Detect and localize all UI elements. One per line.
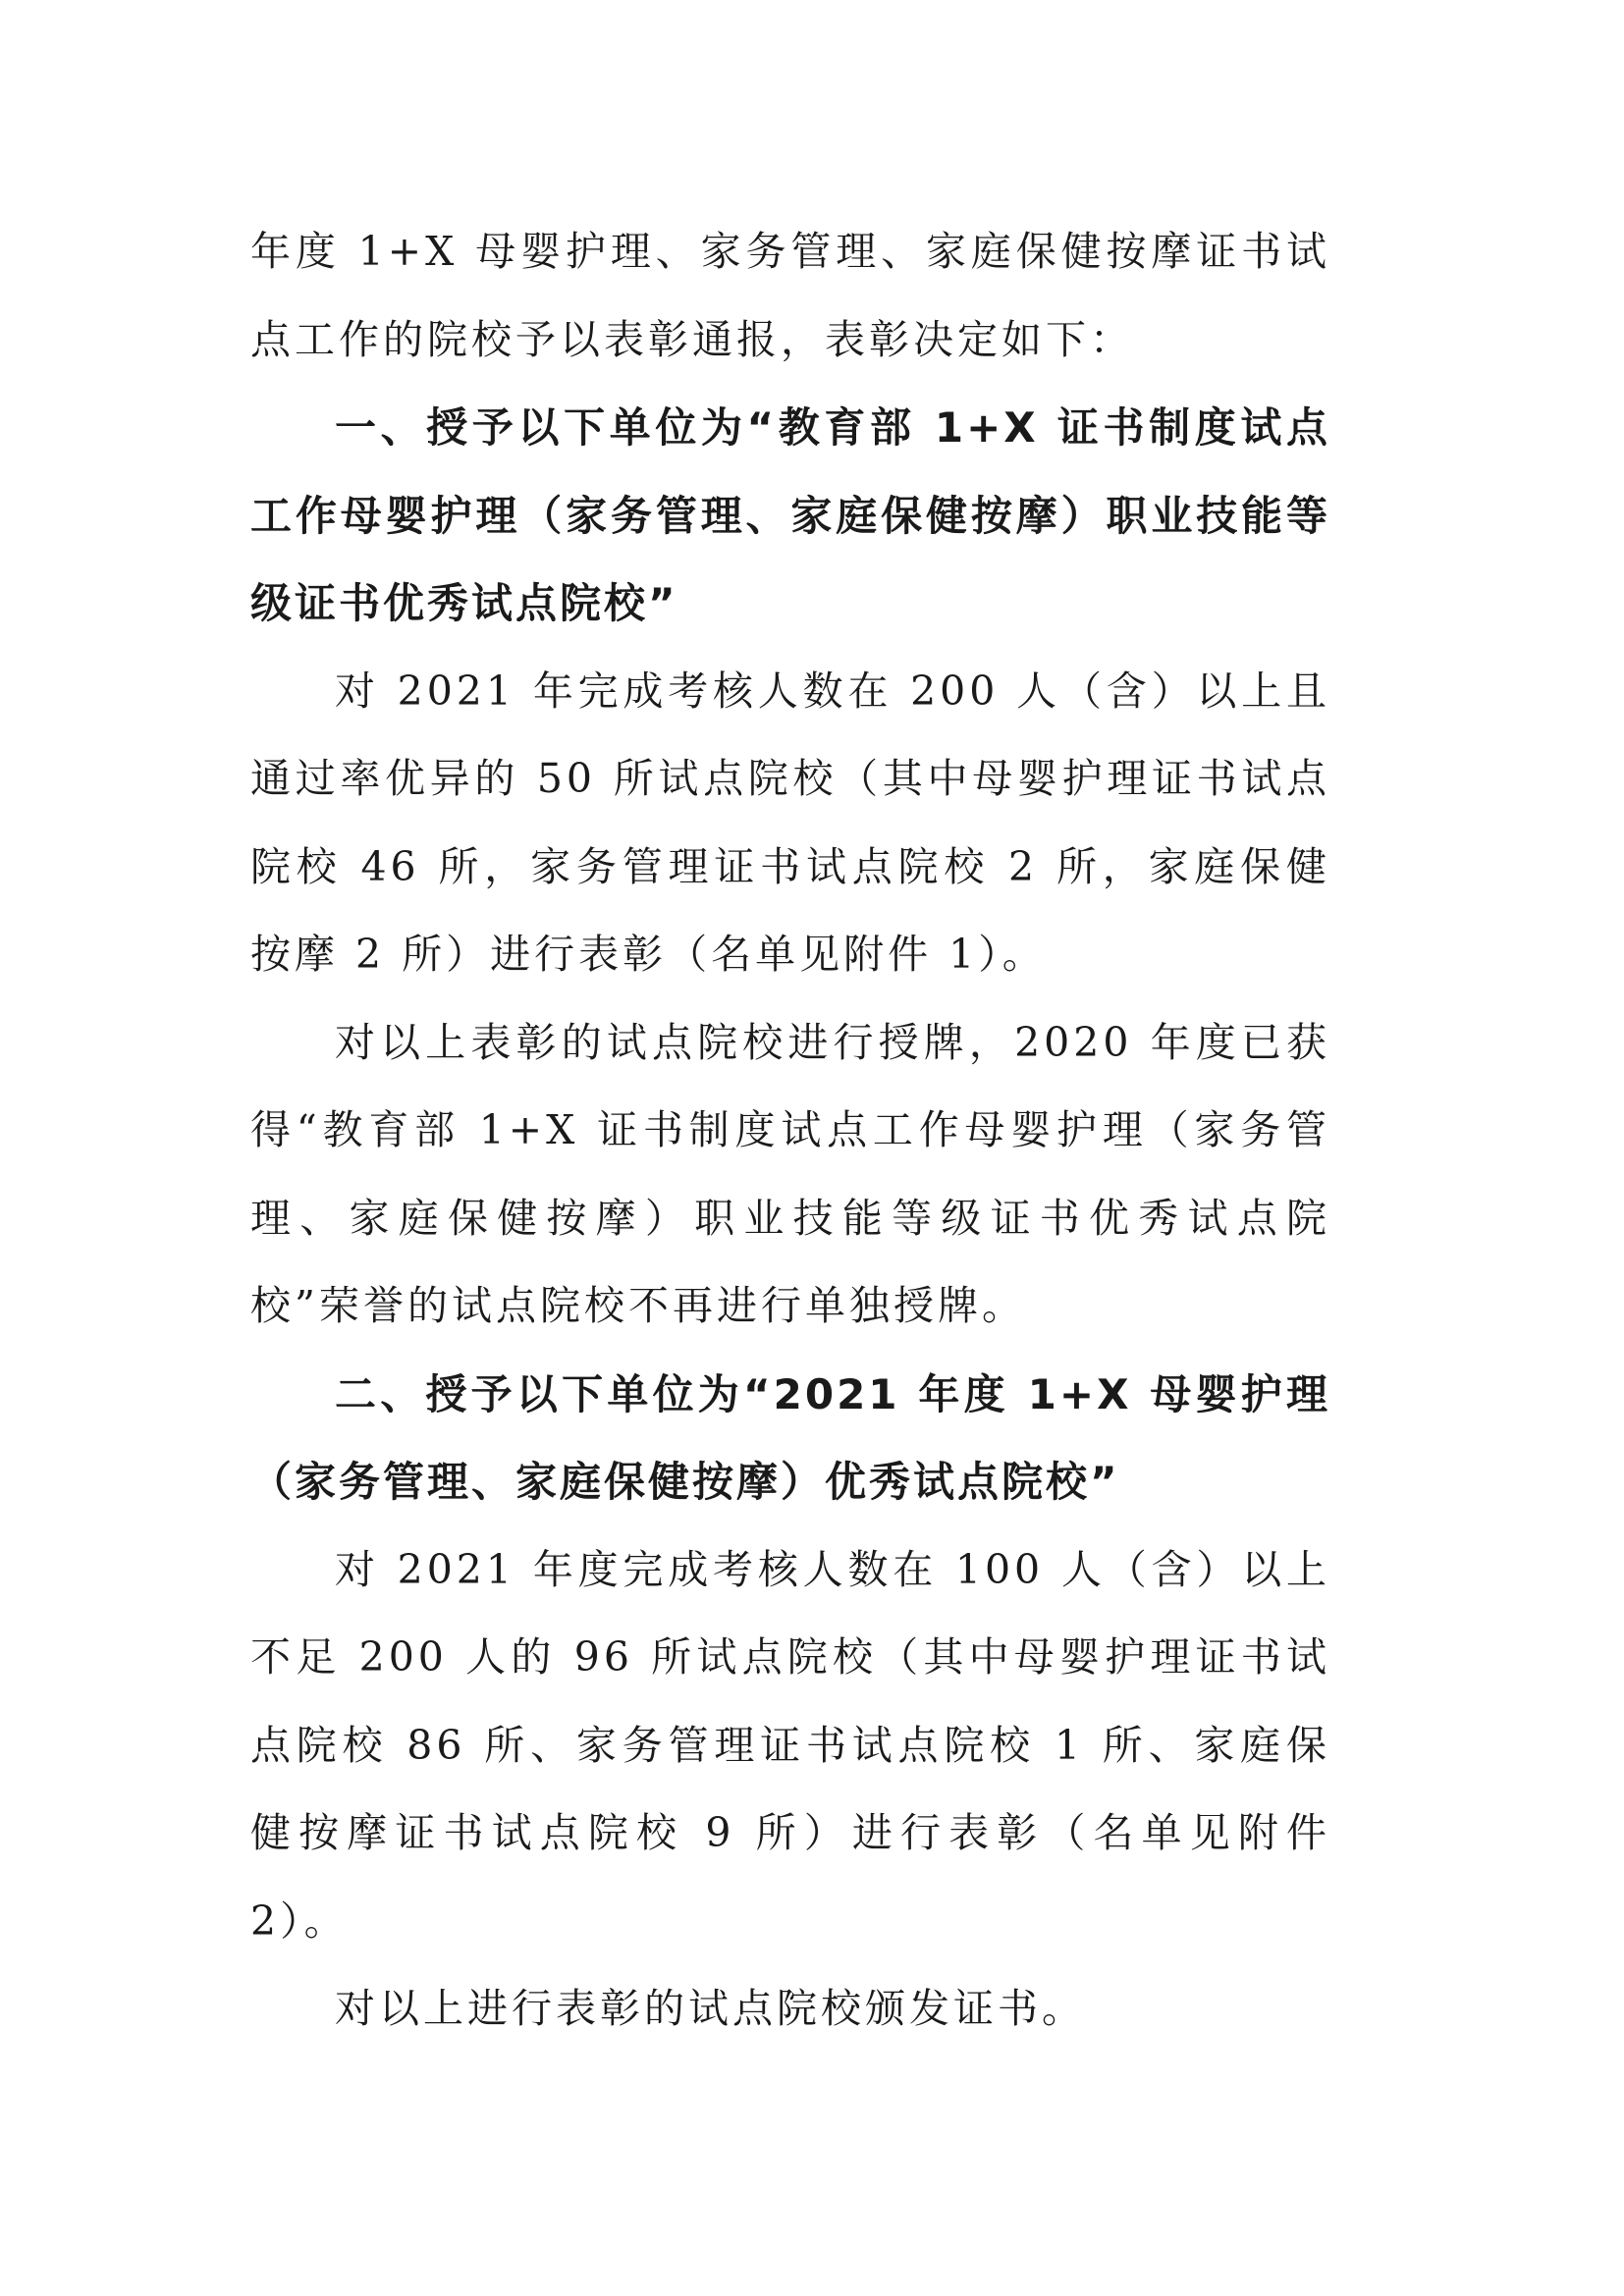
section-1-heading: 一、授予以下单位为“教育部 1+X 证书制度试点工作母婴护理（家务管理、家庭保健按摩）职业技能等级证书优秀试点院校” bbox=[250, 403, 1330, 627]
section-2-heading: 二、授予以下单位为“2021 年度 1+X 母婴护理（家务管理、家庭保健按摩）优秀试点院校” bbox=[250, 1369, 1330, 1506]
section-1-paragraph-1: 对 2021 年完成考核人数在 200 人（含）以上且通过率优异的 50 所试点院校（其中母婴护理证书试点院校 46 所，家务管理证书试点院校 2 所，家庭保健按摩 2 所）进行表彰（名单见附件 1）。 bbox=[250, 667, 1330, 978]
section-2-paragraph-2: 对以上进行表彰的试点院校颁发证书。 bbox=[335, 1985, 1086, 2032]
document-page bbox=[250, 208, 1330, 2054]
section-1-paragraph-2: 对以上表彰的试点院校进行授牌，2020 年度已获得“教育部 1+X 证书制度试点工作母婴护理（家务管理、家庭保健按摩）职业技能等级证书优秀试点院校”荣誉的试点院校不再进行单独授牌。 bbox=[250, 1018, 1330, 1329]
intro-paragraph: 年度 1+X 母婴护理、家务管理、家庭保健按摩证书试点工作的院校予以表彰通报，表彰决定如下： bbox=[250, 228, 1330, 363]
section-2-paragraph-1: 对 2021 年度完成考核人数在 100 人（含）以上不足 200 人的 96 所试点院校（其中母婴护理证书试点院校 86 所、家务管理证书试点院校 1 所、家庭保健按摩证书试点院校 9 所）进行表彰（名单见附件 2）。 bbox=[250, 1545, 1330, 1945]
